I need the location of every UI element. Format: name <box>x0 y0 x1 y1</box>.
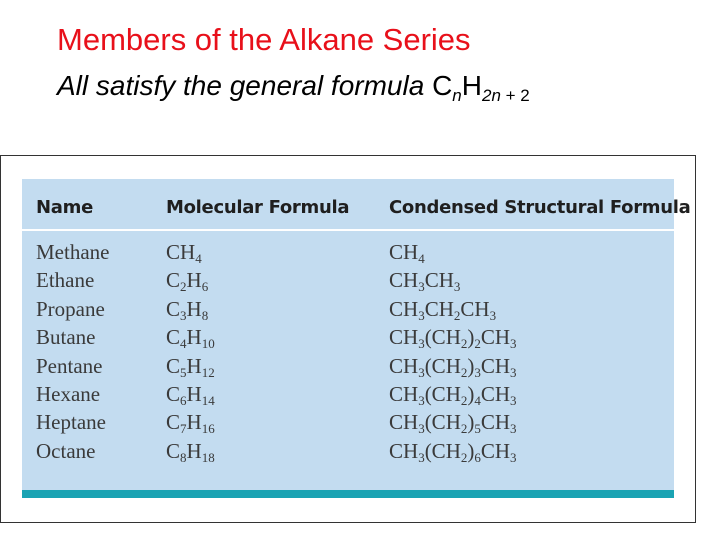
cell-condensed-formula: $CH_3CH_3$ <box>389 268 461 295</box>
cell-name: Pentane <box>36 353 103 378</box>
header-name: Name <box>36 197 93 218</box>
table-row <box>22 439 674 467</box>
general-formula: $C_nH_{2n + 2}$ <box>432 70 530 105</box>
table-row <box>22 354 674 382</box>
header-condensed-formula: Condensed Structural Formula <box>389 197 691 218</box>
cell-molecular-formula: $C_2H_6$ <box>166 268 209 295</box>
cell-name: Octane <box>36 438 96 463</box>
table-row <box>22 268 674 296</box>
cell-name: Hexane <box>36 381 101 406</box>
cell-molecular-formula: $CH_4$ <box>166 240 202 266</box>
cell-condensed-formula: $CH_4$ <box>389 240 425 266</box>
cell-name: Heptane <box>36 410 106 435</box>
table-header <box>22 179 691 231</box>
table-row <box>22 382 674 410</box>
cell-molecular-formula: $C_4H_{10}$ <box>166 325 215 352</box>
cell-condensed-formula: $CH_3(CH_2)_2CH_3$ <box>389 325 517 352</box>
cell-molecular-formula: $C_6H_{14}$ <box>166 381 215 408</box>
subtitle-text: All satisfy the general formula <box>57 70 425 101</box>
cell-molecular-formula: $C_5H_{12}$ <box>166 353 215 380</box>
header-molecular-formula: Molecular Formula <box>166 197 350 218</box>
cell-condensed-formula: $CH_3CH_2CH_3$ <box>389 296 497 323</box>
cell-name: Ethane <box>36 268 95 293</box>
accent-bar <box>22 490 674 498</box>
table-body <box>22 240 674 467</box>
cell-molecular-formula: $C_8H_{18}$ <box>166 438 215 465</box>
table-row <box>22 410 674 438</box>
slide-title: Members of the Alkane Series <box>57 22 471 57</box>
table-row <box>22 240 674 268</box>
cell-molecular-formula: $C_3H_8$ <box>166 296 209 323</box>
cell-name: Propane <box>36 296 105 321</box>
cell-molecular-formula: $C_7H_{16}$ <box>166 410 215 437</box>
slide-subtitle <box>57 70 530 106</box>
table-row <box>22 297 674 325</box>
cell-name: Methane <box>36 240 110 264</box>
cell-condensed-formula: $CH_3(CH_2)_6CH_3$ <box>389 438 517 465</box>
table-row <box>22 325 674 353</box>
cell-condensed-formula: $CH_3(CH_2)_3CH_3$ <box>389 353 517 380</box>
cell-condensed-formula: $CH_3(CH_2)_4CH_3$ <box>389 381 517 408</box>
alkane-table <box>22 179 691 490</box>
cell-condensed-formula: $CH_3(CH_2)_5CH_3$ <box>389 410 517 437</box>
cell-name: Butane <box>36 325 96 350</box>
